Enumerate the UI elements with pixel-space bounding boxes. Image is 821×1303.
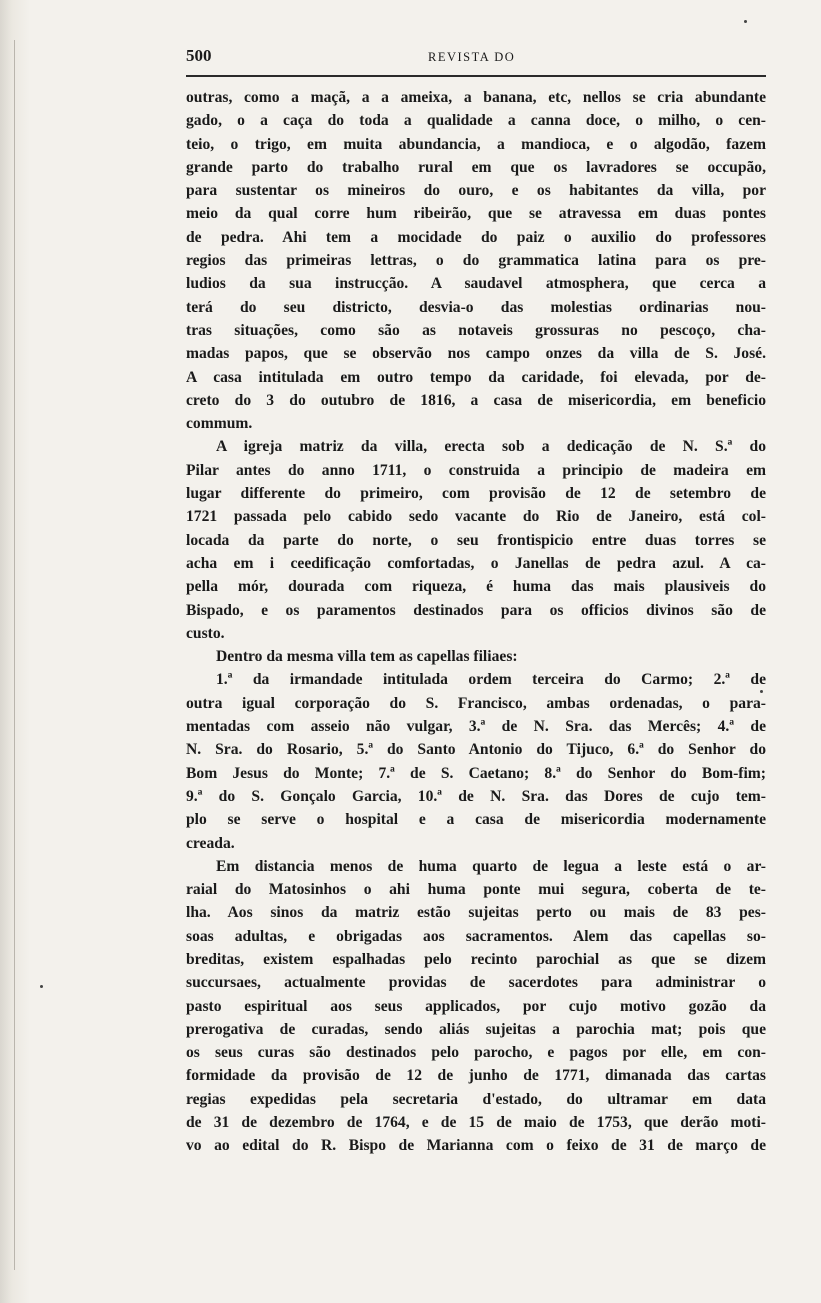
text-line: regios das primeiras lettras, o do grammatica latina para os pre- <box>186 252 766 270</box>
text-line: breditas, existem espalhadas pelo recinto parochial as que se dizem <box>186 950 766 968</box>
text-line: Pilar antes do anno 1711, o construida a principio de madeira em <box>186 461 766 479</box>
text-line: custo. <box>186 624 225 642</box>
text-line: outras, como a maçã, a a ameixa, a banana, etc, nellos se cria abundante <box>186 89 766 106</box>
text-line: terá do seu districto, desvia-o das molestias ordinarias nou- <box>186 298 766 316</box>
text-line: lha. Aos sinos da matriz estão sujeitas perto ou mais de 83 pes- <box>186 904 766 922</box>
text-line: outra igual corporação do S. Francisco, ambas ordenadas, o para- <box>186 694 766 712</box>
text-line: 1.ª da irmandade intitulada ordem terceira do Carmo; 2.ª de <box>216 671 766 689</box>
text-line: N. Sra. do Rosario, 5.ª do Santo Antonio do Tijuco, 6.ª do Senhor do <box>186 741 766 759</box>
text-line: Bom Jesus do Monte; 7.ª de S. Caetano; 8.ª do Senhor do Bom-fim; <box>186 764 766 782</box>
print-speck <box>760 690 763 693</box>
text-line: de pedra. Ahi tem a mocidade do paiz o auxilio do professores <box>186 228 766 246</box>
print-speck <box>744 20 747 23</box>
text-line: Bispado, e os paramentos destinados para os officios divinos são de <box>186 601 766 619</box>
text-line: para sustentar os mineiros do ouro, e os habitantes da villa, por <box>186 182 766 200</box>
text-line: os seus curas são destinados pelo parocho, e pagos por elle, em con- <box>186 1044 766 1062</box>
text-line: lugar differente do primeiro, com provisão de 12 de setembro de <box>186 485 766 503</box>
text-line: creada. <box>186 834 235 852</box>
header-rule <box>186 75 766 77</box>
text-line: pasto espiritual aos seus applicados, por cujo motivo gozão da <box>186 997 766 1015</box>
text-line: ludios da sua instrucção. A saudavel atmosphera, que cerca a <box>186 275 766 293</box>
text-line: Dentro da mesma villa tem as capellas filiaes: <box>216 648 518 666</box>
page-gutter-shadow <box>0 0 30 1303</box>
text-line: regias expedidas pela secretaria d'estado, do ultramar em data <box>186 1090 766 1108</box>
text-line: plo se serve o hospital e a casa de misericordia modernamente <box>186 811 766 829</box>
text-line: A casa intitulada em outro tempo da caridade, foi elevada, por de- <box>186 368 766 386</box>
text-line: soas adultas, e obrigadas aos sacramentos. Alem das capellas so- <box>186 927 766 945</box>
print-speck <box>40 985 43 988</box>
text-line: tras situações, como são as notaveis grossuras no pescoço, cha- <box>186 321 766 339</box>
text-line: de 31 de dezembro de 1764, e de 15 de maio de 1753, que derão moti- <box>186 1114 766 1132</box>
body-text <box>186 86 766 1158</box>
text-line: locada da parte do norte, o seu frontispicio entre duas torres se <box>186 531 766 549</box>
text-line: madas papos, que se observão nos campo onzes da villa de S. José. <box>186 345 766 363</box>
text-line: mentadas com asseio não vulgar, 3.ª de N. Sra. das Mercês; 4.ª de <box>186 718 766 736</box>
page-gutter-line <box>14 40 15 1270</box>
text-line: vo ao edital do R. Bispo de Marianna com o feixo de 31 de março de <box>186 1137 766 1155</box>
text-line: prerogativa de curadas, sendo aliás sujeitas a parochia mat; pois que <box>186 1020 766 1038</box>
text-line: 1721 passada pelo cabido sedo vacante do Rio de Janeiro, está col- <box>186 508 766 526</box>
text-line: creto do 3 do outubro de 1816, a casa de misericordia, em beneficio <box>186 391 766 409</box>
text-line: pella mór, dourada com riqueza, é huma das mais plausiveis do <box>186 578 766 596</box>
text-line: raial do Matosinhos o ahi huma ponte mui segura, coberta de te- <box>186 881 766 899</box>
text-line: Em distancia menos de huma quarto de legua a leste está o ar- <box>216 857 766 875</box>
text-line: commum. <box>186 415 253 433</box>
page-number: 500 <box>186 46 212 65</box>
text-line: 9.ª do S. Gonçalo Garcia, 10.ª de N. Sra. das Dores de cujo tem- <box>186 787 766 805</box>
text-line: A igreja matriz da villa, erecta sob a dedicação de N. S.ª do <box>216 438 766 456</box>
text-line: gado, o a caça do toda a qualidade a canna doce, o milho, o cen- <box>186 112 766 130</box>
text-line: formidade da provisão de 12 de junho de 1771, dimanada das cartas <box>186 1067 766 1085</box>
text-line: teio, o trigo, em muita abundancia, a mandioca, e o algodão, fazem <box>186 135 766 153</box>
text-line: succursaes, actualmente providas de sacerdotes para administrar o <box>186 974 766 992</box>
text-line: grande parto do trabalho rural em que os lavradores se occupão, <box>186 158 766 176</box>
text-line: meio da qual corre hum ribeirão, que se atravessa em duas pontes <box>186 205 766 223</box>
text-line: acha em i ceedificação comfortadas, o Janellas de pedra azul. A ca- <box>186 554 766 572</box>
page-header <box>186 46 766 72</box>
running-title: REVISTA DO <box>428 50 516 64</box>
